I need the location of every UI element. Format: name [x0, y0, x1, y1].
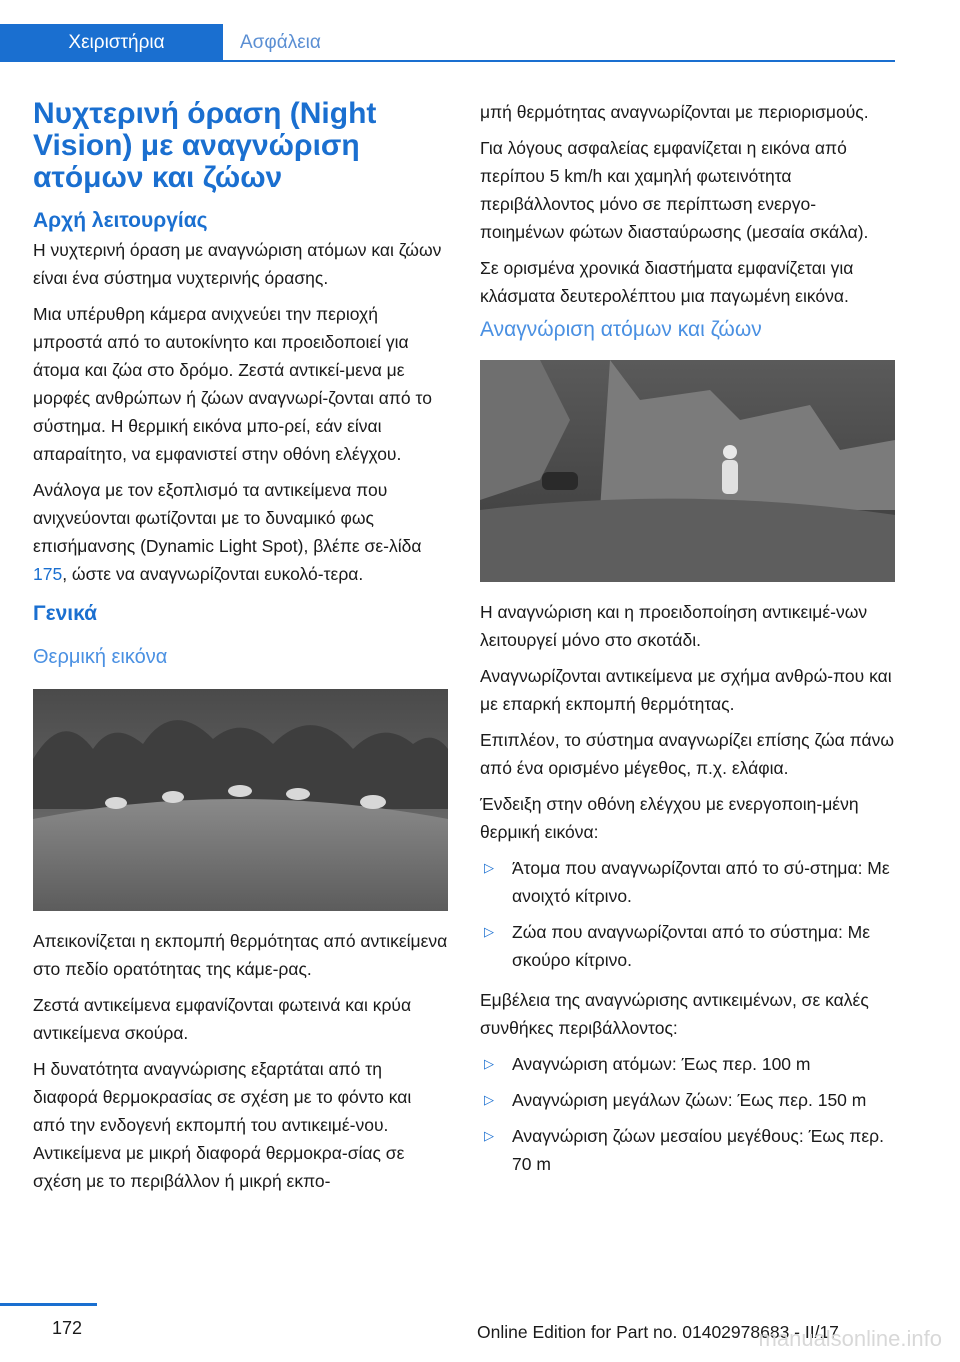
- paragraph: Η αναγνώριση και η προειδοποίηση αντικειμέ‐νων λειτουργεί μόνο στο σκοτάδι.: [480, 602, 868, 650]
- bullet-triangle-icon: ▷: [484, 1128, 494, 1143]
- paragraph: Η δυνατότητα αναγνώρισης εξαρτάται από τη διαφορά θερμοκρασίας σε σχέση με το φόντο και από την ενδογενή εκπομπή του αντικειμέ‐νου. Αντικείμενα με μικρή διαφορά θερμοκρα‐σίας σε σχέση με το περιβάλλον ή μικρή εκπο‐: [33, 1059, 412, 1191]
- paragraph: Μια υπέρυθρη κάμερα ανιχνεύει την περιοχή μπροστά από το αυτοκίνητο και προειδοποιεί για άτομα και ζώα στο δρόμο. Ζεστά αντικεί‐μενα με μορφές ανθρώπων ή ζώων αναγνωρί‐ζονται από το σύστημα. Η θερμική εικόνα μπο‐ρεί, εάν είναι απαραίτητο, να εμφανιστεί στην οθόνη ελέγχου.: [33, 304, 432, 464]
- bullet-triangle-icon: ▷: [484, 924, 494, 939]
- paragraph: Αναγνωρίζονται αντικείμενα με σχήμα ανθρώ‐που και με επαρκή εκπομπή θερμότητας.: [480, 666, 892, 714]
- paragraph: Εμβέλεια της αναγνώρισης αντικειμένων, σε καλές συνθήκες περιβάλλοντος:: [480, 990, 869, 1038]
- general-heading: Γενικά: [33, 602, 98, 625]
- paragraph: [33, 476, 448, 588]
- page-link[interactable]: 175: [33, 564, 63, 584]
- paragraph: Απεικονίζεται η εκπομπή θερμότητας από αντικείμενα στο πεδίο ορατότητας της κάμε‐ρας.: [33, 931, 448, 979]
- page-number: 172: [52, 1318, 83, 1338]
- paragraph: Επιπλέον, το σύστημα αναγνωρίζει επίσης ζώα πάνω από ένα ορισμένο μέγεθος, π.χ. ελάφια.: [480, 730, 895, 778]
- tab-controls[interactable]: Χειριστήρια: [0, 24, 223, 62]
- list-item: ▷ Άτομα που αναγνωρίζονται από το σύ‐στημα: Με ανοιχτό κίτρινο.: [480, 854, 895, 910]
- bullet-triangle-icon: ▷: [484, 1056, 494, 1071]
- header-tabbar: [0, 24, 895, 62]
- watermark: manualsonline.info: [758, 1326, 942, 1351]
- header-rule: [0, 60, 895, 62]
- paragraph: Ζεστά αντικείμενα εμφανίζονται φωτεινά και κρύα αντικείμενα σκούρα.: [33, 995, 412, 1043]
- range-list: [480, 1050, 895, 1178]
- paragraph-text: Ανάλογα με τον εξοπλισμό τα αντικείμενα που ανιχνεύονται φωτίζονται με το δυναμικό φως επισήμανσης (Dynamic Light Spot), βλέπε σε‐λίδα: [33, 480, 422, 556]
- right-column: [480, 98, 895, 1190]
- principle-heading: Αρχή λειτουργίας: [33, 209, 208, 232]
- paragraph: μπή θερμότητας αναγνωρίζονται με περιορισμούς.: [480, 102, 869, 122]
- recognition-heading: Αναγνώριση ατόμων και ζώων: [480, 318, 762, 341]
- footer-rule: [0, 1303, 97, 1306]
- paragraph: Για λόγους ασφαλείας εμφανίζεται η εικόνα από περίπου 5 km/h και χαμηλή φωτεινότητα περιβάλλοντος μόνο σε περίπτωση ενεργο‐ποιημένων φώτων διασταύρωσης (μεσαία σκάλα).: [480, 138, 869, 242]
- list-item: ▷ Ζώα που αναγνωρίζονται από το σύστημα: Με σκούρο κίτρινο.: [480, 918, 895, 974]
- thermal-image-heading: Θερμική εικόνα: [33, 646, 168, 668]
- paragraph: Ένδειξη στην οθόνη ελέγχου με ενεργοποιη‐μένη θερμική εικόνα:: [480, 794, 859, 842]
- list-item: ▷ Αναγνώριση μεγάλων ζώων: Έως περ. 150 m: [480, 1086, 895, 1114]
- list-item: ▷ Αναγνώριση ατόμων: Έως περ. 100 m: [480, 1050, 895, 1078]
- bullet-triangle-icon: ▷: [484, 860, 494, 875]
- paragraph-text: , ώστε να αναγνωρίζονται ευκολό‐τερα.: [62, 564, 364, 584]
- tab-safety[interactable]: Ασφάλεια: [240, 32, 321, 53]
- page-title: Νυχτερινή όραση (Night Vision) με αναγνώριση ατόμων και ζώων: [33, 97, 377, 194]
- bullet-triangle-icon: ▷: [484, 1092, 494, 1107]
- paragraph: Η νυχτερινή όραση με αναγνώριση ατόμων και ζώων είναι ένα σύστημα νυχτερινής όρασης.: [33, 240, 442, 288]
- paragraph: Σε ορισμένα χρονικά διαστήματα εμφανίζεται για κλάσματα δευτερολέπτου μια παγωμένη εικόνα.: [480, 258, 854, 306]
- left-column: [33, 98, 448, 1203]
- thermal-image-animals: [33, 689, 448, 911]
- list-item: ▷ Αναγνώριση ζώων μεσαίου μεγέθους: Έως περ. 70 m: [480, 1122, 895, 1178]
- thermal-image-pedestrian: [480, 360, 895, 582]
- edition-info: Online Edition for Part no. 01402978683 - II/17: [477, 1322, 839, 1342]
- display-legend-list: [480, 854, 895, 974]
